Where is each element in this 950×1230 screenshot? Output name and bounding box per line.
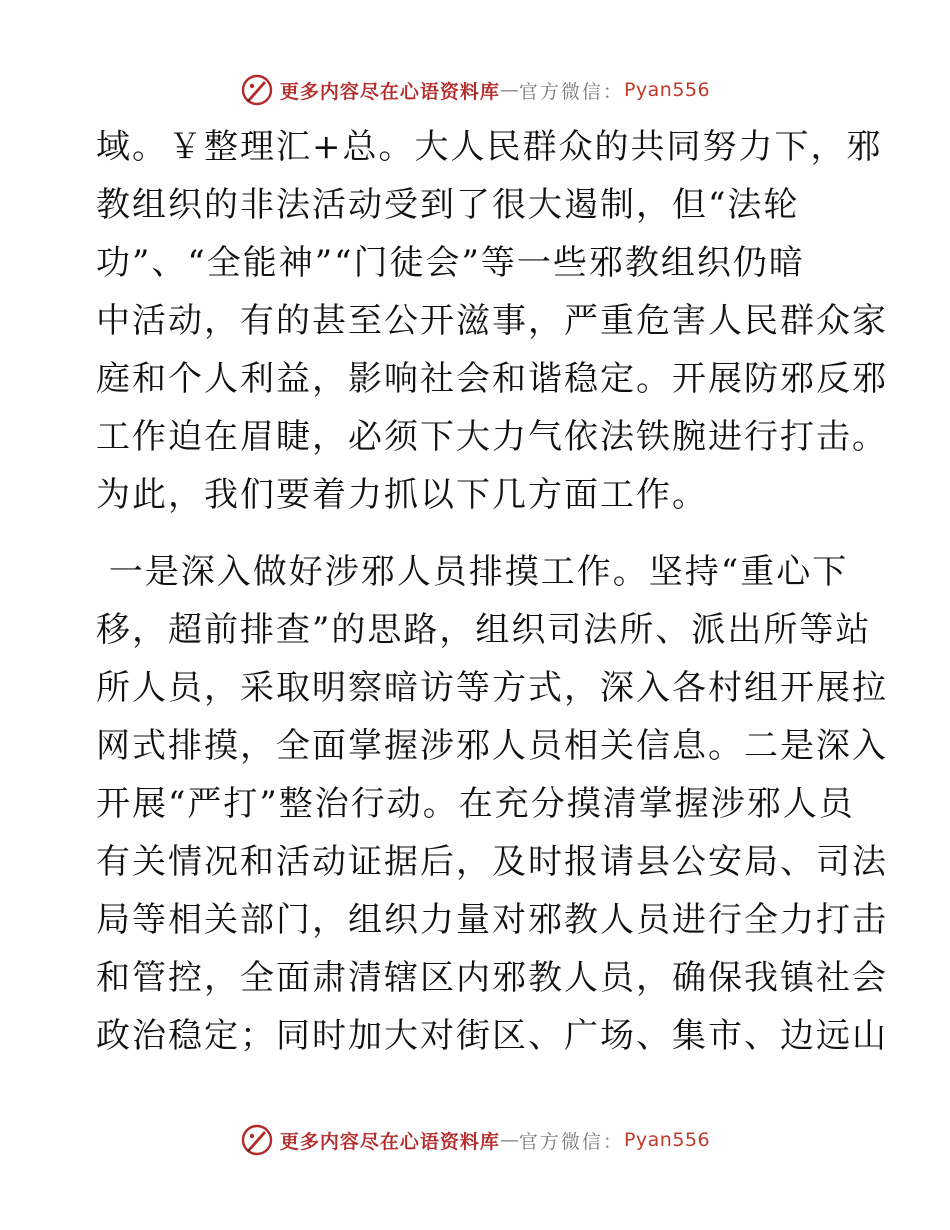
banner-wechat-id: Pyan556 [623,79,711,101]
text-line: 移，超前排查”的思路，组织司法所、派出所等站 [96,610,872,650]
text-line: 有关情况和活动证据后，及时报请县公安局、司法 [96,842,888,882]
text-line: 政治稳定；同时加大对街区、广场、集市、边远山 [96,1016,888,1056]
paragraph-1 [96,118,888,524]
text-line: 教组织的非法活动受到了很大遏制，但“法轮 [96,185,800,225]
paragraph-spacer [96,524,856,543]
quill-pen-seal-icon [240,73,274,107]
paragraph-2 [96,543,888,1123]
text-line: 网式排摸，全面掌握涉邪人员相关信息。二是深入 [96,726,888,766]
quill-pen-seal-icon [240,1123,274,1157]
text-line [96,1065,856,1123]
banner-library-text: 更多内容尽在心语资料库 [279,1130,500,1153]
banner-wechat-label: 官方微信： [518,1130,624,1153]
text-line: 一是深入做好涉邪人员排摸工作。坚持“重心下 [96,552,849,592]
text-line: 局等相关部门，组织力量对邪教人员进行全力打击 [96,900,888,940]
text-line: 所人员，采取明察暗访等方式，深入各村组开展拉 [96,668,888,708]
text-line: 开展“严打”整治行动。在充分摸清掌握涉邪人员 [96,784,855,824]
footer-banner [0,1120,950,1160]
banner-library-text: 更多内容尽在心语资料库 [279,80,500,103]
banner-wechat-label: 官方微信： [518,80,624,103]
text-line: 中活动，有的甚至公开滋事，严重危害人民群众家 [96,301,888,341]
text-line: 和管控，全面肃清辖区内邪教人员，确保我镇社会 [96,958,888,998]
text-line: 功”、“全能神”“门徒会”等一些邪教组织仍暗 [96,243,805,283]
text-line: 域。￥整理汇+总。大人民群众的共同努力下，邪 [96,127,883,167]
header-banner [0,70,950,110]
banner-separator: — [499,79,519,101]
text-line: 庭和个人利益，影响社会和谐稳定。开展防邪反邪 [96,359,888,399]
document-body [96,118,888,1123]
banner-wechat-id: Pyan556 [623,1129,711,1151]
banner-separator: — [499,1129,519,1151]
text-line: 为此，我们要着力抓以下几方面工作。 [96,475,708,515]
text-line: 工作迫在眉睫，必须下大力气依法铁腕进行打击。 [96,417,888,457]
